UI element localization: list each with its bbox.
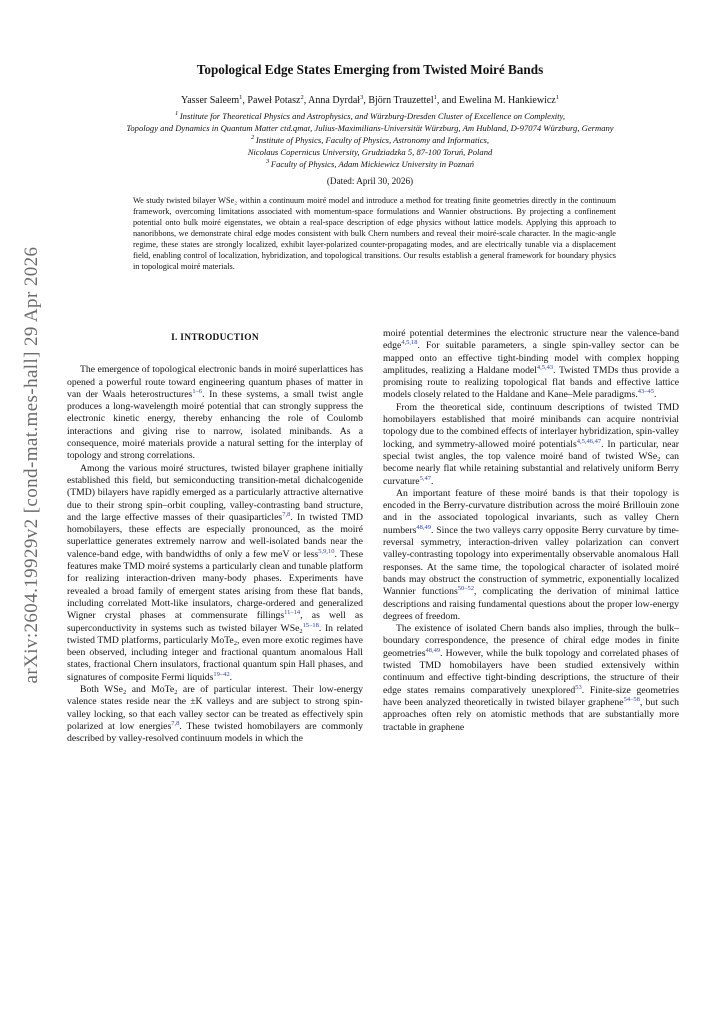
body-paragraph: From the theoretical side, continuum descriptions of twisted TMD homobilayers established that moiré minibands can acquire nontrivial topology due to the combined effects of interlayer hybridization, spin-valley locking, and symmetry-allowed moiré potentials$^{4,5,46,47}$. In particular, near special twist angles, the top valence moiré band of twisted WSe$_2$ can become nearly flat while retaining substantial and relatively uniform Berry curvature$^{5,47}$. — [383, 401, 679, 487]
date-line: (Dated: April 30, 2026) — [326, 176, 414, 186]
citation-reference[interactable]: 43–45 — [637, 388, 654, 396]
affiliation-mark: 1 — [433, 94, 437, 101]
body-paragraph: The emergence of topological electronic bands in moiré superlattices has opened a powerful route toward engineering quantum phases of matter in van der Waals heterostructures$^{1-6}$. In these systems, a small twist angle produces a long-wavelength moiré potential that can strongly suppress the electronic kinetic energy, thereby enhancing the role of Coulomb interactions and giving rise to narrow, isolated minibands. As a consequence, moiré materials provide a natural setting for the interplay of topology and strong correlations. — [67, 364, 363, 462]
affiliation-mark: 2 — [250, 134, 256, 141]
body-paragraph: moiré potential determines the electronic structure near the valence-band edge$^{4,5,18}$. For suitable parameters, a single spin-valley sector can be mapped onto an effective tight-binding model with complex hopping amplitudes, realizing a Haldane model$^{4,5,43}$. Twisted TMDs thus provide a promising route to realizing topological flat bands and effective lattice models closely related to the Haldane and Kane–Mele paradigms.$^{43-45}$. — [383, 328, 679, 401]
author-list: Yasser Saleem$^1$, Paweł Potasz$^2$, Anna Dyrdał$^3$, Björn Trauzettel$^1$, and Ewelina M. Hankiewicz$^1$ — [181, 94, 559, 106]
arxiv-identifier: arXiv:2604.19929v2 [cond-mat.mes-hall] 29 Apr 2026 — [21, 246, 42, 684]
affiliation-continued: Nicolaus Copernicus University, Grudziadzka 5, 87-100 Toruń, Poland — [247, 147, 493, 157]
subscript: 2 — [233, 639, 237, 647]
citation-reference[interactable]: 53 — [575, 683, 582, 691]
affiliation-mark: 1 — [555, 94, 559, 101]
citation-reference[interactable]: 5,9,10 — [318, 547, 335, 555]
affiliation-mark: 2 — [300, 94, 304, 101]
author-name: and Ewelina M. Hankiewicz — [441, 95, 556, 106]
citation-reference[interactable]: 11–14 — [284, 609, 301, 617]
subscript: 2 — [657, 455, 661, 463]
affiliation-continued: Topology and Dynamics in Quantum Matter ctd.qmat, Julius-Maximilians-Universität Würzburg, Am Hubland, D-97074 Würzburg, Germany — [126, 123, 614, 133]
section-heading-introduction: I. INTRODUCTION — [171, 333, 259, 343]
body-paragraph: Among the various moiré structures, twisted bilayer graphene initially established this field, but semiconducting transition-metal dichalcogenide (TMD) bilayers have rapidly emerged as a particularly attractive alternative due to their strong spin–orbit coupling, valley-contrasting band structure, and the large effective masses of their quasiparticles$^{7,8}$. In twisted TMD homobilayers, these effects are especially pronounced, as the moiré superlattice generates extremely narrow and well-isolated bands near the valence-band edge, with bandwidths of only a few meV or less$^{5,9,10}$. These features make TMD moiré systems a particularly clean and tunable platform for realizing interaction-driven many-body phases. Experiments have revealed a broad family of emergent states arising from these flat bands, including correlated Mott-like insulators, charge-ordered and generalized Wigner crystal phases at commensurate fillings$^{11-14}$, as well as superconductivity in systems such as twisted bilayer WSe$_2^{15-18}$. In related twisted TMD platforms, particularly MoTe$_2$, even more exotic regimes have been observed, including integer and fractional quantum anomalous Hall states, fractional Chern insulators, fractional quantum spin Hall phases, and signatures of composite Fermi liquids$^{19-42}$. — [67, 462, 363, 683]
left-column — [67, 328, 363, 746]
paper-title: Topological Edge States Emerging from Twisted Moiré Bands — [196, 62, 544, 77]
affiliation-mark: 1 — [174, 110, 180, 117]
author-name: Paweł Potasz — [247, 95, 301, 106]
subscript: 2 — [174, 689, 178, 697]
citation-reference[interactable]: 4,5,46,47 — [576, 437, 602, 445]
subscript: 2 — [122, 689, 127, 697]
citation-reference[interactable]: 4,5,18 — [401, 339, 418, 347]
abstract: We study twisted bilayer WSe₂ within a continuum moiré model and introduce a method for treating finite geometries directly in the continuum framework, overcoming limitations associated with momentum-space formulations and Wannier obstructions. By projecting a confinement potential onto bulk moiré eigenstates, we obtain a real-space description of edge physics without lattice models. Applying this approach to nanoribbons, we demonstrate chiral edge modes consistent with bulk Chern numbers and reveal their moiré-scale character. In the magic-angle regime, these states are strongly localized, exhibit layer-polarized counter-propagating modes, and are electrically tunable via a displacement field, enabling control of localization, hybridization, and topological transitions. Our results establish a general framework for boundary physics in topological moiré materials. — [133, 196, 616, 271]
affiliations — [60, 110, 680, 170]
citation-reference[interactable]: 48,49 — [425, 646, 441, 654]
citation-reference[interactable]: 5,47 — [419, 474, 431, 482]
citation-reference[interactable]: 54–58 — [623, 695, 640, 703]
affiliation-mark: 3 — [265, 158, 271, 165]
citation-reference[interactable]: 7,8 — [171, 719, 180, 727]
author-name: Anna Dyrdał — [308, 95, 361, 106]
citation-reference[interactable]: 1–6 — [192, 387, 203, 395]
author-name: Björn Trauzettel — [368, 95, 434, 106]
citation-reference[interactable]: 15–18 — [302, 621, 319, 629]
body-paragraph: The existence of isolated Chern bands also implies, through the bulk–boundary correspondence, the presence of chiral edge modes in finite geometries$^{48,49}$. However, while the bulk topology and correlated phases of twisted TMD homobilayers have been studied extensively within continuum and effective tight-binding descriptions, the structure of their edge states remains comparatively unexplored$^{53}$. Finite-size geometries have been analyzed theoretically in twisted bilayer graphene$^{54-58}$, but such approaches often rely on atomistic methods that are substantially more tractable in graphene — [383, 623, 680, 733]
citation-reference[interactable]: 48,49 — [416, 523, 431, 531]
affiliation-mark: 1 — [239, 94, 243, 101]
citation-reference[interactable]: 19–42 — [213, 670, 230, 678]
affiliation: $^3$ Faculty of Physics, Adam Mickiewicz University in Poznań — [265, 158, 475, 169]
affiliation: $^2$ Institute of Physics, Faculty of Physics, Astronomy and Informatics, — [250, 134, 490, 145]
subscript: 2 — [299, 627, 303, 635]
author-name: Yasser Saleem — [181, 95, 240, 106]
affiliation-mark: 3 — [360, 94, 364, 101]
right-column — [383, 328, 679, 734]
citation-reference[interactable]: 50–52 — [457, 585, 475, 593]
citation-reference[interactable]: 7,8 — [282, 510, 291, 518]
body-paragraph: An important feature of these moiré bands is that their topology is encoded in the Berry-curvature distribution across the moiré Brillouin zone and in the associated topological invariants, such as valley Chern numbers$^{48,49}$. Since the two valleys carry opposite Berry curvature by time-reversal symmetry, interaction-driven valley polarization can convert valley-contrasting topology into experimentally observable anomalous Hall responses. At the same time, the topological character of isolated moiré bands may obstruct the construction of symmetric, exponentially localized Wannier functions$^{50-52}$, complicating the derivation of minimal lattice descriptions and raising fundamental questions about the proper low-energy degrees of freedom. — [383, 487, 679, 622]
body-paragraph: Both WSe$_2$ and MoTe$_2$ are of particular interest. Their low-energy valence states reside near the ±K valleys and are subject to strong spin-valley locking, so that each valley sector can be treated as effectively spin polarized at low energies$^{7,8}$. These twisted homobilayers are commonly described by valley-resolved continuum models in which the — [67, 684, 363, 745]
citation-reference[interactable]: 4,5,43 — [536, 363, 554, 371]
arxiv-sidebar-stamp — [12, 230, 52, 700]
affiliation: $^1$ Institute for Theoretical Physics and Astrophysics, and Würzburg-Dresden Cluster of Excellence on Complexity, — [174, 110, 566, 121]
